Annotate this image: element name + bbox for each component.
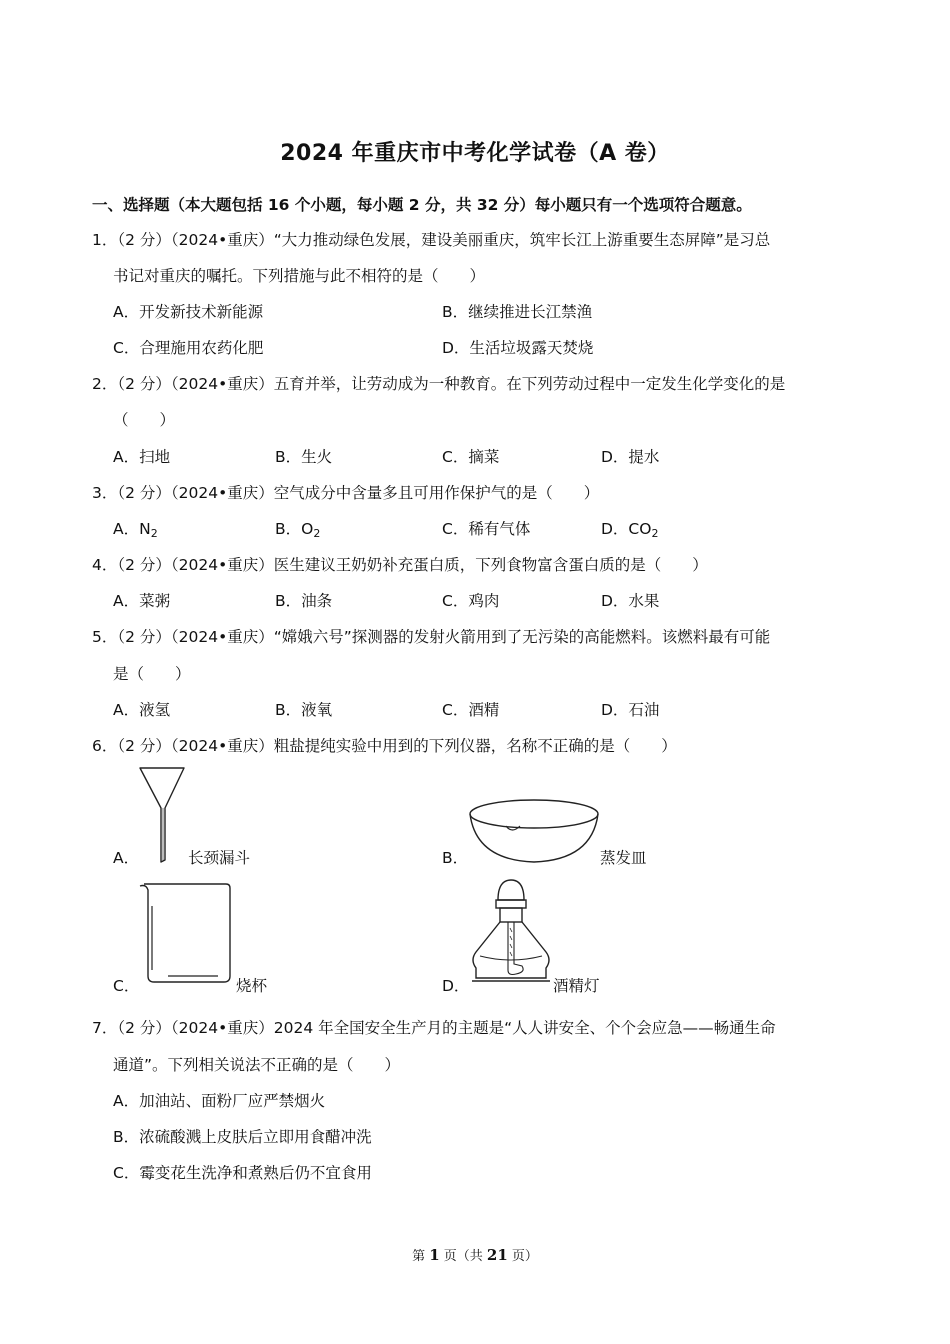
question-3-line-1: 3．（2 分）（2024•重庆）空气成分中含量多且可用作保护气的是（ ） bbox=[92, 484, 600, 502]
question-1-line-2: 书记对重庆的嘱托。下列措施与此不相符的是（ ） bbox=[113, 267, 486, 285]
question-4-option-b: B．油条 bbox=[275, 592, 333, 610]
question-6-option-b-letter: B． bbox=[442, 849, 469, 867]
question-5-option-c: C．酒精 bbox=[442, 701, 500, 719]
question-5-option-b: B．液氧 bbox=[275, 701, 333, 719]
question-2-option-b: B．生火 bbox=[275, 448, 333, 466]
question-7-line-2: 通道”。下列相关说法不正确的是（ ） bbox=[113, 1056, 401, 1074]
question-4-option-c: C．鸡肉 bbox=[442, 592, 500, 610]
question-4-option-d: D．水果 bbox=[601, 592, 660, 610]
question-6-option-d-letter: D． bbox=[442, 977, 470, 995]
question-2-option-d: D．提水 bbox=[601, 448, 660, 466]
question-7-option-a: A．加油站、面粉厂应严禁烟火 bbox=[113, 1092, 326, 1110]
question-4-line-1: 4．（2 分）（2024•重庆）医生建议王奶奶补充蛋白质，下列食物富含蛋白质的是（ ） bbox=[92, 556, 708, 574]
alcohol-lamp-icon bbox=[468, 878, 554, 988]
question-6-option-a-name: 长颈漏斗 bbox=[188, 849, 251, 867]
question-7-option-c: C．霉变花生洗净和煮熟后仍不宜食用 bbox=[113, 1164, 372, 1182]
question-6-option-c-letter: C． bbox=[113, 977, 140, 995]
question-2-option-c: C．摘菜 bbox=[442, 448, 500, 466]
question-3-option-a: A．$N_2$ bbox=[113, 520, 158, 540]
section-header: 一、选择题（本大题包括 16 个小题，每小题 2 分，共 32 分）每小题只有一个选项符合题意。 bbox=[92, 196, 752, 214]
question-5-line-2: 是（ ） bbox=[113, 665, 191, 683]
question-1-option-b: B．继续推进长江禁渔 bbox=[442, 303, 593, 321]
question-6-option-c-name: 烧杯 bbox=[236, 977, 268, 995]
question-2-line-2: （ ） bbox=[113, 411, 176, 429]
question-1-line-1: 1．（2 分）（2024•重庆）“大力推动绿色发展，建设美丽重庆，筑牢长江上游重要生态屏障”是习总 bbox=[92, 231, 771, 249]
question-3-option-d: D．$CO_2$ bbox=[601, 520, 659, 540]
question-1-option-d: D．生活垃圾露天焚烧 bbox=[442, 339, 594, 357]
question-6-option-b-name: 蒸发皿 bbox=[600, 849, 647, 867]
question-7-option-b: B．浓硫酸溅上皮肤后立即用食醋冲洗 bbox=[113, 1128, 372, 1146]
beaker-icon bbox=[138, 882, 238, 986]
question-5-option-d: D．石油 bbox=[601, 701, 660, 719]
evaporating-dish-icon bbox=[468, 796, 603, 866]
page-title: 2024 年重庆市中考化学试卷（A 卷） bbox=[280, 141, 670, 166]
question-6-line-1: 6．（2 分）（2024•重庆）粗盐提纯实验中用到的下列仪器，名称不正确的是（ ） bbox=[92, 737, 677, 755]
question-7-line-1: 7．（2 分）（2024•重庆）2024 年全国安全生产月的主题是“人人讲安全、个个会应急——畅通生命 bbox=[92, 1019, 776, 1037]
question-5-line-1: 5．（2 分）（2024•重庆）“嫦娥六号”探测器的发射火箭用到了无污染的高能燃料。该燃料最有可能 bbox=[92, 628, 771, 646]
question-5-option-a: A．液氢 bbox=[113, 701, 171, 719]
question-1-option-a: A．开发新技术新能源 bbox=[113, 303, 264, 321]
question-6-option-d-name: 酒精灯 bbox=[553, 977, 600, 995]
funnel-icon bbox=[138, 766, 188, 866]
page-number: 1 bbox=[429, 1246, 440, 1264]
page-footer: 第 1 页（共 21 页） bbox=[412, 1246, 538, 1264]
question-2-option-a: A．扫地 bbox=[113, 448, 171, 466]
question-3-option-b: B．$O_2$ bbox=[275, 520, 321, 540]
question-3-option-c: C．稀有气体 bbox=[442, 520, 531, 538]
total-pages: 21 bbox=[486, 1246, 508, 1264]
question-4-option-a: A．菜粥 bbox=[113, 592, 171, 610]
question-6-option-a-letter: A． bbox=[113, 849, 140, 867]
question-2-line-1: 2．（2 分）（2024•重庆）五育并举，让劳动成为一种教育。在下列劳动过程中一定发生化学变化的是 bbox=[92, 375, 786, 393]
question-1-option-c: C．合理施用农药化肥 bbox=[113, 339, 264, 357]
